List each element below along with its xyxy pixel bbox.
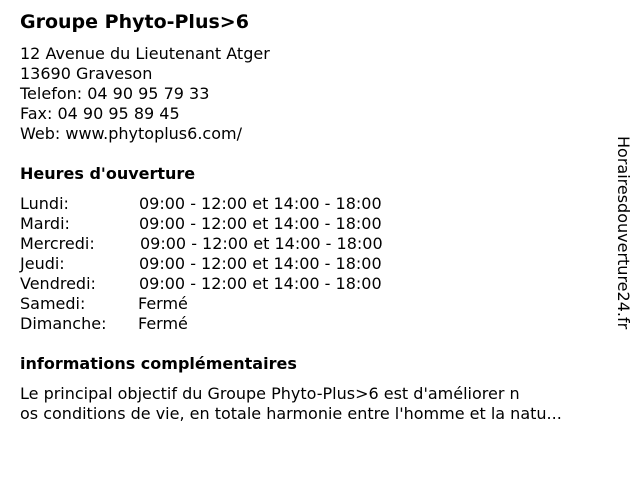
street-address: 12 Avenue du Lieutenant Atger bbox=[20, 44, 270, 63]
day-label: Mercredi: bbox=[20, 234, 95, 253]
day-label: Lundi: bbox=[20, 194, 69, 213]
description-line: os conditions de vie, en totale harmonie entre l'homme et la natu... bbox=[20, 404, 562, 423]
day-label: Vendredi: bbox=[20, 274, 96, 293]
time-value: Fermé bbox=[138, 294, 188, 313]
phone-number: Telefon: 04 90 95 79 33 bbox=[20, 84, 210, 103]
day-label: Mardi: bbox=[20, 214, 70, 233]
day-label: Dimanche: bbox=[20, 314, 107, 333]
description-line: Le principal objectif du Groupe Phyto-Plus>6 est d'améliorer n bbox=[20, 384, 520, 403]
hours-heading: Heures d'ouverture bbox=[20, 164, 196, 183]
day-label: Jeudi: bbox=[20, 254, 65, 273]
time-value: 09:00 - 12:00 et 14:00 - 18:00 bbox=[139, 214, 382, 233]
info-heading: informations complémentaires bbox=[20, 354, 297, 373]
city-address: 13690 Graveson bbox=[20, 64, 153, 83]
time-value: 09:00 - 12:00 et 14:00 - 18:00 bbox=[139, 274, 382, 293]
time-value: 09:00 - 12:00 et 14:00 - 18:00 bbox=[139, 254, 382, 273]
description-text bbox=[20, 384, 562, 424]
time-value: 09:00 - 12:00 et 14:00 - 18:00 bbox=[140, 234, 383, 253]
day-label: Samedi: bbox=[20, 294, 86, 313]
fax-number: Fax: 04 90 95 89 45 bbox=[20, 104, 180, 123]
website: Web: www.phytoplus6.com/ bbox=[20, 124, 242, 143]
time-value: Fermé bbox=[138, 314, 188, 333]
time-value: 09:00 - 12:00 et 14:00 - 18:00 bbox=[139, 194, 382, 213]
site-watermark: Horairesdouverture24.fr bbox=[614, 136, 633, 330]
address-block bbox=[20, 44, 270, 144]
page-title: Groupe Phyto-Plus>6 bbox=[20, 11, 249, 33]
